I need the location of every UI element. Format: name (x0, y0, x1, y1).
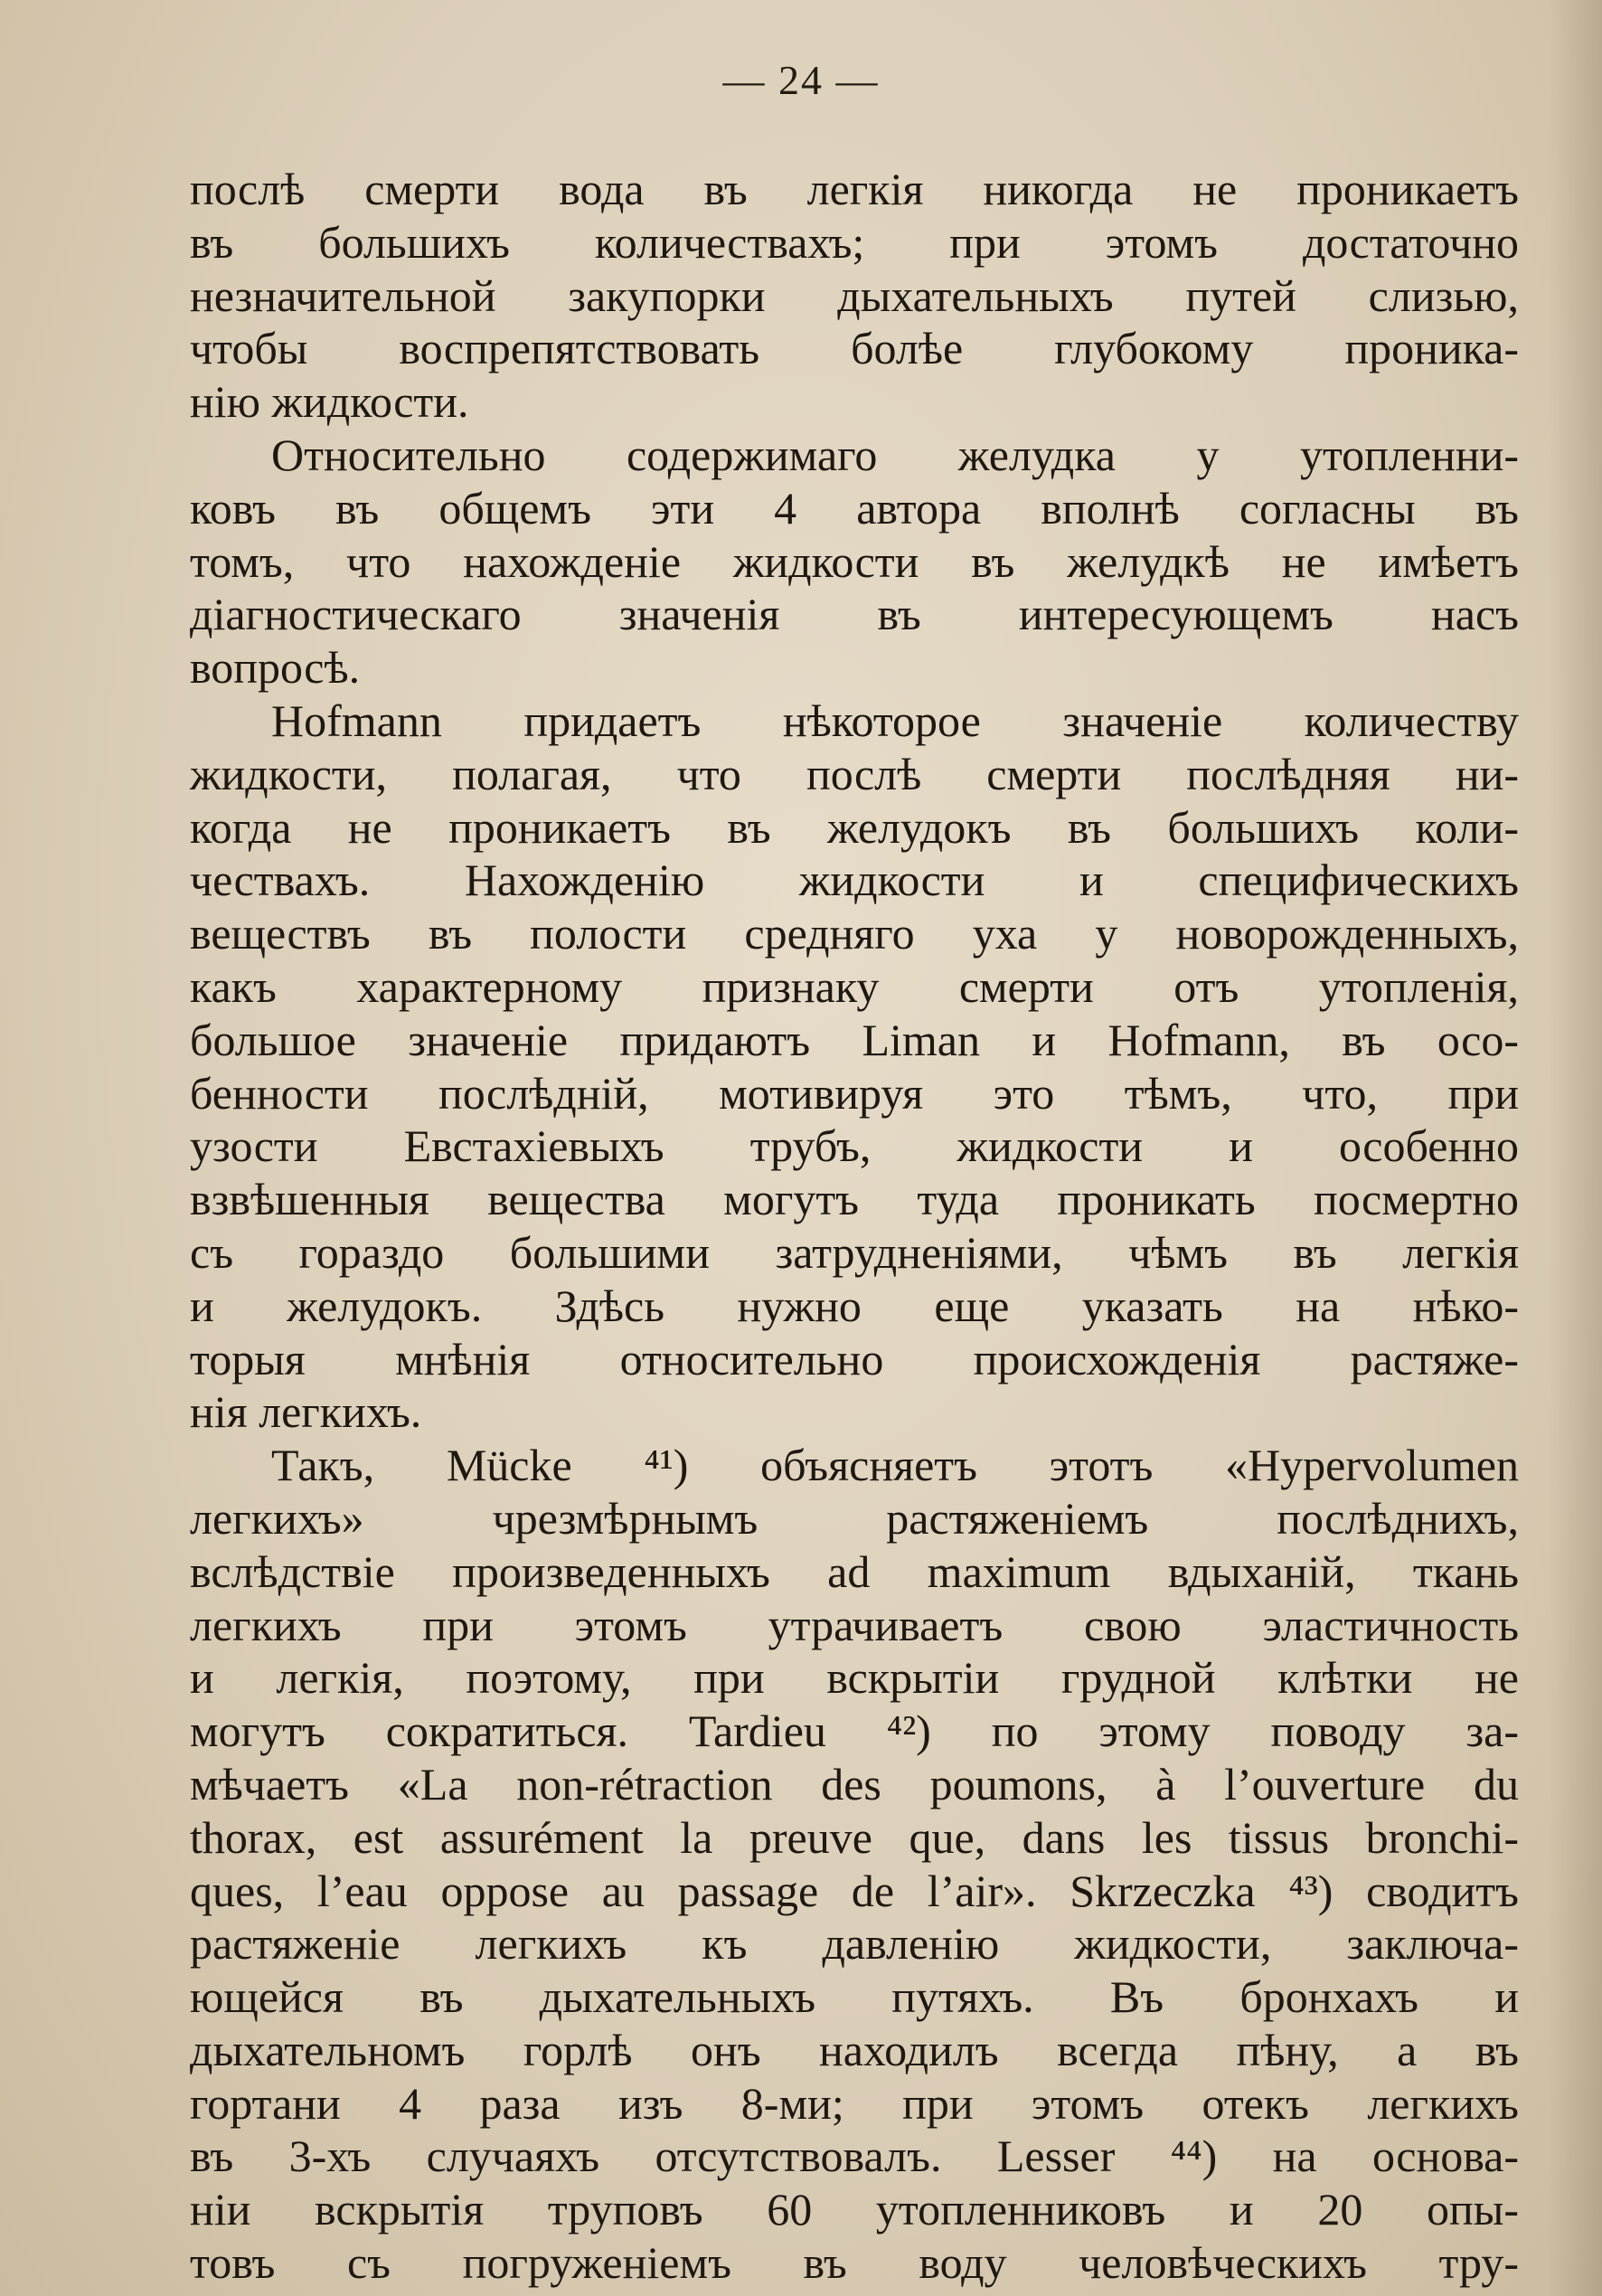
text-line: ніи вскрытія труповъ 60 утопленниковъ и 20 опы- (190, 2184, 1519, 2235)
text-line: послѣ смерти вода въ легкія никогда не проникаетъ (190, 164, 1519, 214)
text-line: томъ, что нахожденіе жидкости въ желудкѣ не имѣетъ (190, 535, 1519, 587)
text-line: ковъ въ общемъ эти 4 автора вполнѣ согласны въ (190, 482, 1519, 534)
text-line: Такъ, Mücke ⁴¹) объясняетъ этотъ «Hypervolumen (271, 1440, 1519, 1491)
text-line: могутъ сократиться. Tardieu ⁴²) по этому поводу за- (190, 1705, 1519, 1757)
text-line: нія легкихъ. (190, 1386, 422, 1438)
text-line: Относительно содержимаго желудка у утопленни- (271, 429, 1519, 480)
text-line: взвѣшенныя вещества могутъ туда проникать посмертно (190, 1174, 1519, 1225)
text-line: вопросѣ. (190, 642, 361, 694)
text-line: веществъ въ полости средняго уха у новорожденныхъ, (190, 908, 1519, 959)
text-line: легкихъ при этомъ утрачиваетъ свою эластичность (190, 1599, 1519, 1650)
text-line: и желудокъ. Здѣсь нужно еще указать на нѣко- (190, 1280, 1519, 1331)
text-line: большое значеніе придаютъ Liman и Hofmann, въ осо- (190, 1014, 1519, 1065)
text-line: Hofmann придаетъ нѣкоторое значеніе количеству (271, 694, 1519, 746)
text-line: чествахъ. Нахожденію жидкости и специфическихъ (190, 855, 1519, 906)
text-line: незначительной закупорки дыхательныхъ путей слизью, (190, 269, 1519, 321)
text-line: гортани 4 раза изъ 8-ми; при этомъ отекъ легкихъ (190, 2077, 1519, 2129)
text-line: растяженіе легкихъ къ давленію жидкости, заключа- (190, 1918, 1519, 1970)
text-line: ющейся въ дыхательныхъ путяхъ. Въ бронхахъ и (190, 1971, 1519, 2023)
text-line: въ большихъ количествахъ; при этомъ достаточно (190, 216, 1519, 268)
text-line: бенности послѣдній, мотивируя это тѣмъ, что, при (190, 1067, 1519, 1119)
text-line: товъ съ погруженіемъ въ воду человѣческихъ тру- (190, 2237, 1519, 2289)
text-line: мѣчаетъ «La non-rétraction des poumons, à l’ouverture du (190, 1758, 1519, 1809)
text-line: ques, l’eau oppose au passage de l’air». Skrzeczka ⁴³) сводитъ (190, 1865, 1519, 1916)
text-line: чтобы воспрепятствовать болѣе глубокому проника- (190, 323, 1519, 374)
text-line: thorax, est assurément la preuve que, dans les tissus bronchi- (190, 1811, 1519, 1863)
text-line: узости Евстахіевыхъ трубъ, жидкости и особенно (190, 1120, 1519, 1172)
page-number: — 24 — (722, 57, 880, 103)
text-line: въ 3-хъ случаяхъ отсутствовалъ. Lesser ⁴⁴) на основа- (190, 2131, 1519, 2182)
text-line: какъ характерному признаку смерти отъ утопленія, (190, 960, 1519, 1012)
text-line: дыхательномъ горлѣ онъ находилъ всегда пѣну, а въ (190, 2024, 1519, 2075)
text-line: жидкости, полагая, что послѣ смерти послѣдняя ни- (190, 748, 1519, 799)
text-line: съ гораздо большими затрудненіями, чѣмъ въ легкія (190, 1226, 1519, 1278)
body-text (190, 163, 1519, 2290)
text-line: вслѣдствіе произведенныхъ ad maximum вдыханій, ткань (190, 1545, 1519, 1597)
text-line: торыя мнѣнія относительно происхожденія растяже- (190, 1333, 1519, 1384)
text-line: діагностическаго значенія въ интересующемъ насъ (190, 589, 1519, 640)
text-line: и легкія, поэтому, при вскрытіи грудной клѣтки не (190, 1652, 1519, 1704)
text-line: легкихъ» чрезмѣрнымъ растяженіемъ послѣднихъ, (190, 1492, 1519, 1544)
text-line: нію жидкости. (190, 376, 469, 428)
text-line: когда не проникаетъ въ желудокъ въ большихъ коли- (190, 801, 1519, 853)
